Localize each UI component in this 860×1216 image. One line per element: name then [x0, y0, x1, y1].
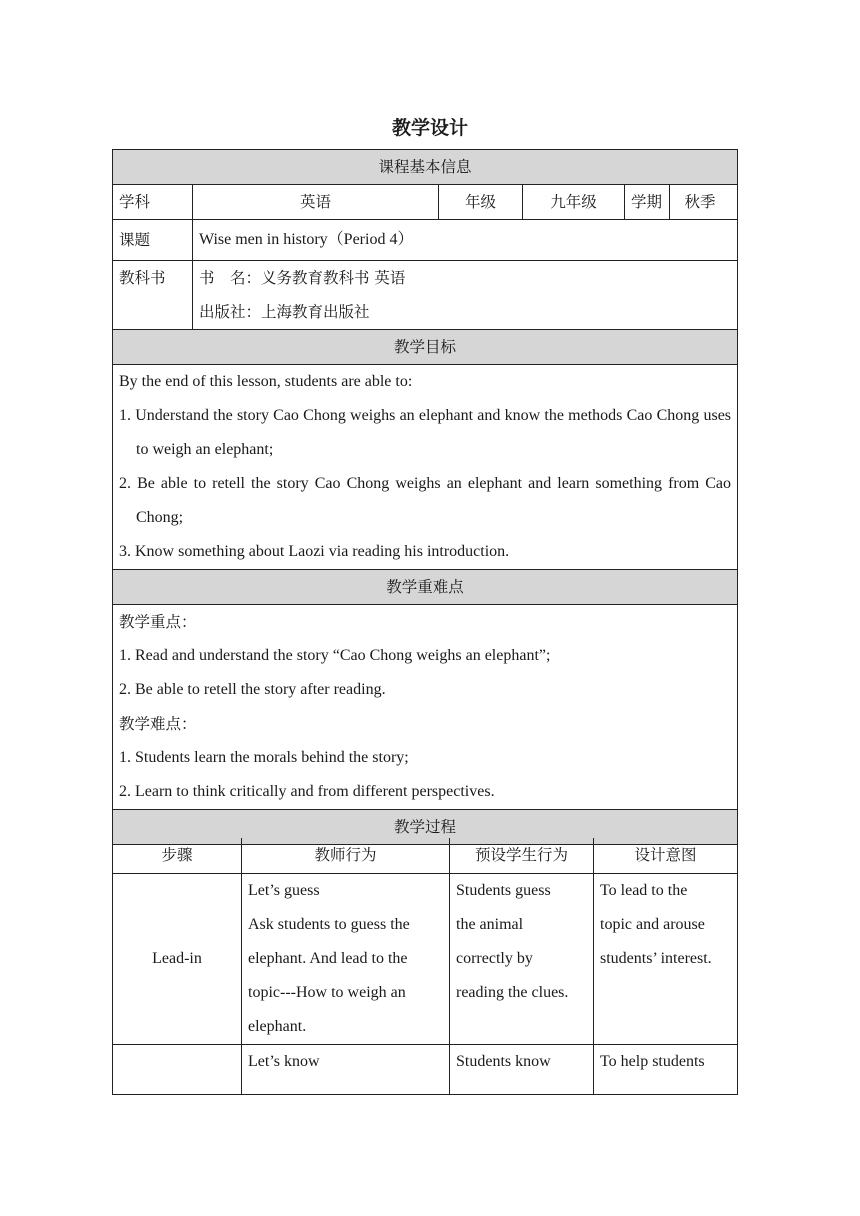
- teacher-cell: [242, 1044, 450, 1094]
- topic-value: Wise men in history（Period 4）: [193, 220, 738, 261]
- teacher-line: Let’s guess: [248, 881, 320, 899]
- textbook-publisher: 出版社：上海教育出版社: [199, 303, 370, 321]
- intent-line: students’ interest.: [600, 949, 712, 967]
- table-row: [113, 1044, 738, 1094]
- difficulty-item: 2. Learn to think critically and from different perspectives.: [119, 783, 495, 800]
- grade-value: 九年级: [523, 185, 625, 220]
- intent-line: To lead to the: [600, 881, 688, 899]
- objectives-header: 教学目标: [113, 330, 738, 365]
- document-title: 教学设计: [391, 117, 468, 139]
- intent-line: topic and arouse: [600, 915, 705, 933]
- teacher-cell: [242, 873, 450, 1044]
- student-line: reading the clues.: [456, 983, 569, 1001]
- subject-label: 学科: [113, 185, 193, 220]
- textbook-name: 书 名：义务教育教科书 英语: [199, 269, 406, 287]
- process-header: 教学过程: [113, 810, 738, 845]
- teacher-line: elephant.: [248, 1017, 307, 1035]
- objectives-intro: By the end of this lesson, students are able to:: [119, 373, 413, 390]
- objectives-body: [113, 365, 738, 570]
- student-line: Students guess: [456, 881, 551, 899]
- step-cell: [113, 1044, 242, 1094]
- intent-cell: [594, 873, 738, 1044]
- objective-item: 3. Know something about Laozi via reading his introduction.: [119, 543, 510, 560]
- column-header-step: 步骤: [113, 838, 242, 873]
- step-cell: Lead-in: [113, 873, 242, 1044]
- topic-label: 课题: [113, 220, 193, 261]
- objective-item: 2. Be able to retell the story Cao Chong weighs an elephant and learn something from Cao Chong;: [119, 475, 732, 526]
- process-table: [112, 838, 738, 1095]
- term-cell: [625, 185, 738, 220]
- intent-cell: [594, 1044, 738, 1094]
- teacher-line: topic---How to weigh an: [248, 983, 406, 1001]
- column-header-student: 预设学生行为: [450, 838, 594, 873]
- subject-value: 英语: [193, 185, 439, 220]
- focus-item: 1. Read and understand the story “Cao Chong weighs an elephant”;: [119, 647, 551, 664]
- grade-label: 年级: [439, 185, 523, 220]
- textbook-label: 教科书: [113, 261, 193, 330]
- teacher-line: Ask students to guess the: [248, 915, 410, 933]
- student-line: Students know: [456, 1052, 551, 1070]
- objective-item: 1. Understand the story Cao Chong weighs an elephant and know the methods Cao Chong uses to weigh an elephant;: [119, 407, 732, 458]
- focus-item: 2. Be able to retell the story after reading.: [119, 681, 386, 698]
- term-label: 学期: [625, 185, 670, 219]
- focus-label: 教学重点：: [119, 613, 197, 631]
- student-cell: [450, 873, 594, 1044]
- basic-info-header: 课程基本信息: [113, 150, 738, 185]
- student-cell: [450, 1044, 594, 1094]
- key-points-header: 教学重难点: [113, 570, 738, 605]
- column-header-intent: 设计意图: [594, 838, 738, 873]
- lesson-plan-table: [112, 149, 738, 845]
- difficulty-label: 教学难点：: [119, 715, 197, 733]
- student-line: the animal: [456, 915, 524, 933]
- teacher-line: Let’s know: [248, 1052, 320, 1070]
- term-value: 秋季: [684, 193, 716, 211]
- teacher-line: elephant. And lead to the: [248, 949, 408, 967]
- student-line: correctly by: [456, 949, 533, 967]
- difficulty-item: 1. Students learn the morals behind the story;: [119, 749, 409, 766]
- intent-line: To help students: [600, 1052, 705, 1070]
- column-header-teacher: 教师行为: [242, 838, 450, 873]
- textbook-info: [193, 261, 738, 330]
- key-points-body: [113, 605, 738, 810]
- table-row: [113, 873, 738, 1044]
